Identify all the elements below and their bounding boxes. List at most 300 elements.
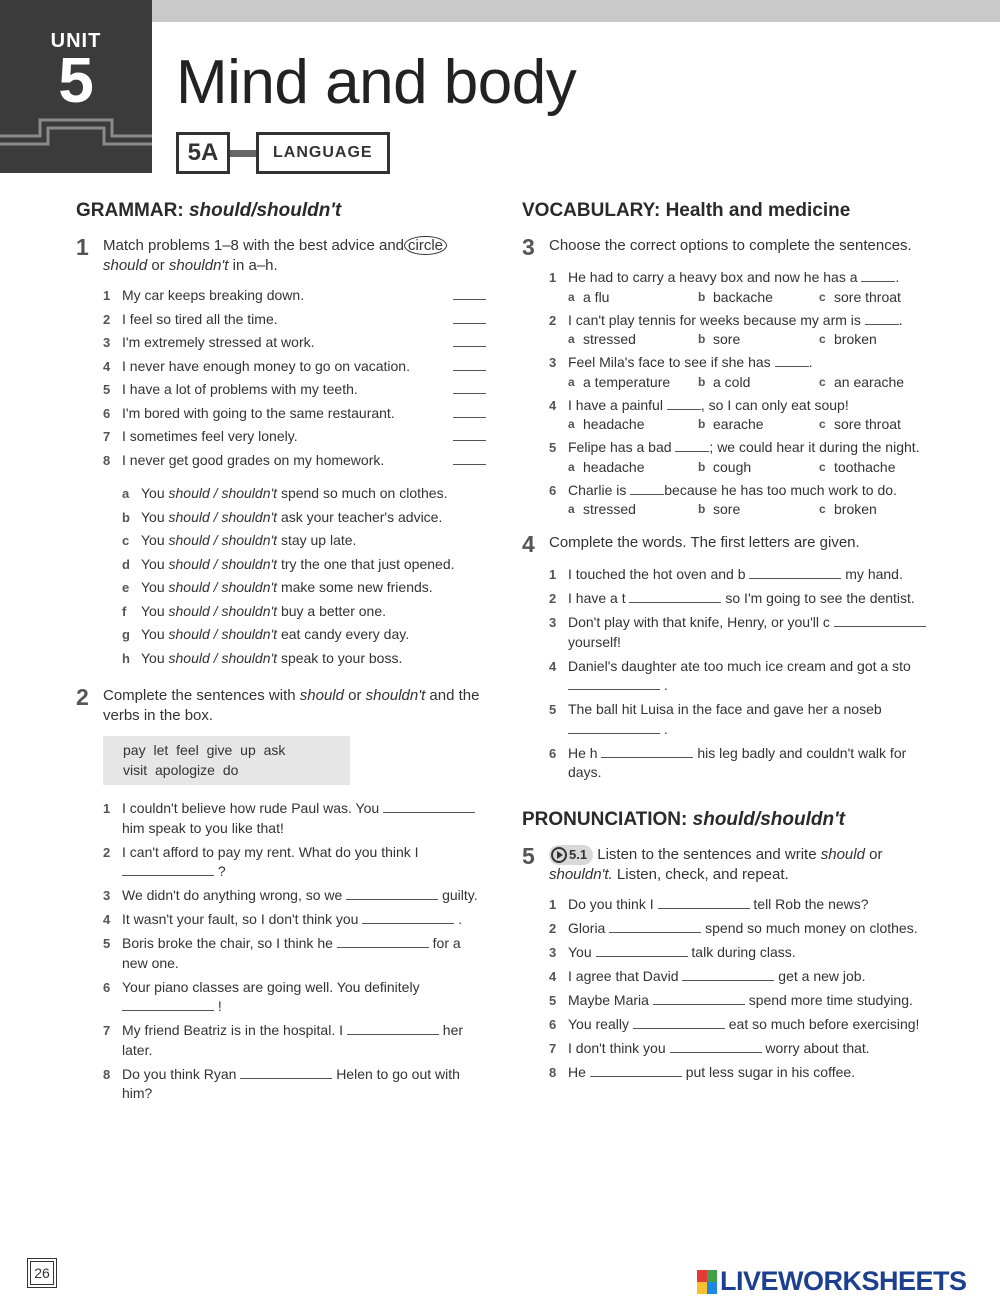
sentence-end: ; we could hear it during the night. xyxy=(709,439,920,455)
answer-blank[interactable] xyxy=(609,919,701,933)
option-letter: b xyxy=(698,417,706,431)
item-number: 1 xyxy=(549,270,557,285)
sentence-row xyxy=(549,895,927,915)
item-text xyxy=(122,843,486,882)
item-text: I never get good grades on my homework. xyxy=(122,451,385,468)
option-a[interactable] xyxy=(568,373,698,392)
answer-blank[interactable] xyxy=(630,481,664,495)
grammar-heading-topic: should/shouldn't xyxy=(188,200,342,221)
logo-badge-square xyxy=(707,1282,717,1294)
exercise-5-instruction xyxy=(522,842,927,885)
advice-text: stay up late. xyxy=(280,532,357,548)
item-text xyxy=(568,1039,927,1059)
advice-row xyxy=(122,649,486,669)
item-text xyxy=(122,978,486,1017)
circle-word: circle xyxy=(404,236,447,255)
option-text: an earache xyxy=(834,373,905,390)
sentence-end: tell Rob the news? xyxy=(753,895,869,912)
advice-text: eat candy every day. xyxy=(280,626,410,642)
options-row xyxy=(568,500,927,519)
option-b[interactable] xyxy=(698,330,819,349)
exercise-number: 4 xyxy=(522,531,535,557)
answer-blank[interactable] xyxy=(453,380,486,394)
answer-blank[interactable] xyxy=(865,311,899,325)
option-a[interactable] xyxy=(568,288,698,307)
logo-badge-icon xyxy=(697,1270,717,1294)
exercise-text: Match problems 1–8 with the best advice and circle should or shouldn't in a–h. xyxy=(103,236,486,276)
answer-blank[interactable] xyxy=(453,404,486,418)
sentence-row xyxy=(549,991,927,1011)
item-text xyxy=(568,744,927,783)
answer-blank[interactable] xyxy=(670,1039,762,1053)
option-b[interactable] xyxy=(698,373,819,392)
option-text: sore throat xyxy=(834,288,901,305)
item-number: 1 xyxy=(549,896,557,912)
lesson-code: 5A xyxy=(176,132,230,174)
option-letter: a xyxy=(568,374,575,389)
pronunciation-heading-label: PRONUNCIATION: xyxy=(522,808,688,830)
item-text xyxy=(141,508,486,528)
item-letter: e xyxy=(122,580,130,595)
option-b[interactable] xyxy=(698,458,819,477)
sentence-start: He had to carry a heavy box and now he has a xyxy=(568,269,858,285)
advice-row xyxy=(122,555,486,575)
answer-blank[interactable] xyxy=(675,438,709,452)
option-letter: c xyxy=(819,459,826,474)
option-letter: b xyxy=(698,374,706,389)
sentence-row xyxy=(549,1063,927,1083)
problem-row xyxy=(103,310,486,330)
options-row xyxy=(568,458,927,477)
answer-blank[interactable] xyxy=(122,862,214,876)
exercise-2-items xyxy=(103,799,486,1104)
option-text: stressed xyxy=(583,331,636,347)
option-text: backache xyxy=(713,288,773,305)
advice-prefix: You xyxy=(141,555,165,572)
advice-text: try the one that just opened. xyxy=(280,555,455,572)
pronunciation-heading xyxy=(522,809,927,831)
answer-blank[interactable] xyxy=(453,310,486,324)
option-b[interactable] xyxy=(698,288,819,307)
logo-badge-square xyxy=(697,1270,707,1282)
sentence-row xyxy=(549,1015,927,1035)
sentence-row xyxy=(549,744,927,783)
option-letter: a xyxy=(568,289,575,304)
item-number: 5 xyxy=(103,936,111,951)
item-letter: c xyxy=(122,533,130,548)
sentence-start: I can't play tennis for weeks because my arm is xyxy=(568,311,861,328)
answer-blank[interactable] xyxy=(240,1065,332,1079)
sentence-end: guilty. xyxy=(442,887,478,903)
vocabulary-heading-topic: Health and medicine xyxy=(665,200,851,221)
liveworksheets-logo[interactable] xyxy=(697,1266,967,1297)
options-row xyxy=(568,373,927,392)
answer-blank[interactable] xyxy=(633,1015,725,1029)
question-row xyxy=(549,438,927,458)
option-letter: c xyxy=(819,289,826,304)
word-box-line: pay let feel give up ask xyxy=(123,742,286,758)
exercise-3-instruction xyxy=(522,236,927,258)
item-text xyxy=(568,895,927,915)
item-letter: h xyxy=(122,650,130,666)
item-number: 6 xyxy=(103,979,111,995)
item-text: I'm extremely stressed at work. xyxy=(122,334,315,350)
advice-row xyxy=(122,602,486,622)
sentence-start: I have a painful xyxy=(568,396,663,413)
item-number: 4 xyxy=(549,968,557,984)
question xyxy=(549,396,927,435)
option-text: sore xyxy=(713,331,741,347)
sentence-start: Daniel's daughter ate too much ice cream and got a sto xyxy=(568,657,911,674)
problem-row xyxy=(103,380,486,400)
advice-prefix: You xyxy=(141,485,165,501)
sentence-end: her later. xyxy=(122,1022,464,1058)
exercise-number: 3 xyxy=(522,234,535,260)
answer-blank[interactable] xyxy=(362,910,454,924)
item-text xyxy=(122,1065,486,1104)
option-text: cough xyxy=(713,458,752,475)
item-text xyxy=(568,396,927,416)
option-text: stressed xyxy=(583,501,636,517)
answer-blank[interactable] xyxy=(629,589,721,603)
item-number: 6 xyxy=(549,745,557,761)
item-text: I sometimes feel very lonely. xyxy=(122,428,298,444)
answer-blank[interactable] xyxy=(453,451,486,465)
item-number: 5 xyxy=(549,702,557,717)
advice-choice[interactable]: should / shouldn't xyxy=(168,649,278,666)
sentence-row xyxy=(103,1065,486,1104)
sentence-end: . xyxy=(898,311,903,328)
sentence-end: , so I can only eat soup! xyxy=(700,396,849,413)
problem-row xyxy=(103,427,486,447)
advice-prefix: You xyxy=(141,602,165,619)
item-number: 7 xyxy=(549,1040,557,1056)
options-row xyxy=(568,330,927,349)
answer-blank[interactable] xyxy=(453,286,486,300)
question-row xyxy=(549,396,927,416)
advice-choice[interactable]: should / shouldn't xyxy=(168,579,278,595)
advice-choice[interactable]: should / shouldn't xyxy=(168,532,278,548)
item-number: 7 xyxy=(103,1023,111,1038)
option-b[interactable] xyxy=(698,415,819,434)
option-c[interactable] xyxy=(819,415,901,434)
options-row xyxy=(568,415,927,434)
sentence-row xyxy=(549,700,927,739)
answer-blank[interactable] xyxy=(453,427,486,441)
answer-blank[interactable] xyxy=(658,895,750,909)
option-c[interactable] xyxy=(819,330,877,349)
sentence-row xyxy=(103,843,486,882)
word-box-line: visit apologize do xyxy=(123,761,239,778)
sentence-start: You really xyxy=(568,1015,629,1032)
advice-text: speak to your boss. xyxy=(280,649,403,666)
lesson-name: LANGUAGE xyxy=(256,132,390,174)
unit-block xyxy=(0,0,152,173)
problem-row xyxy=(103,333,486,353)
logo-text: LIVEWORKSHEETS xyxy=(720,1266,967,1296)
sentence-start: You xyxy=(568,943,592,960)
item-text xyxy=(568,700,927,739)
item-text xyxy=(141,531,486,551)
option-c[interactable] xyxy=(819,288,901,307)
answer-blank[interactable] xyxy=(749,565,841,579)
option-c[interactable] xyxy=(819,500,877,519)
option-c[interactable] xyxy=(819,458,896,477)
item-number: 4 xyxy=(549,658,557,674)
question xyxy=(549,438,927,477)
sentence-row xyxy=(103,910,486,930)
item-text xyxy=(568,438,927,458)
advice-row xyxy=(122,484,486,504)
item-number: 4 xyxy=(549,397,557,413)
exercise-2-instruction xyxy=(76,686,486,726)
item-number: 3 xyxy=(103,335,111,350)
option-text: a flu xyxy=(583,288,610,305)
advice-prefix: You xyxy=(141,508,165,525)
exercise-4-instruction xyxy=(522,533,927,555)
advice-choice[interactable]: should / shouldn't xyxy=(168,485,278,501)
option-letter: a xyxy=(568,332,575,346)
option-text: toothache xyxy=(834,458,896,475)
sentence-start: It wasn't your fault, so I don't think you xyxy=(122,911,359,927)
answer-blank[interactable] xyxy=(346,886,438,900)
unit-label: UNIT xyxy=(50,30,102,52)
sentence-end: ! xyxy=(217,998,222,1014)
logo-badge-square xyxy=(707,1270,717,1282)
sentence-start: Boris broke the chair, so I think he xyxy=(122,935,333,951)
sentence-start: He h xyxy=(568,744,598,761)
option-letter: c xyxy=(819,502,826,516)
item-text xyxy=(122,934,486,973)
answer-blank[interactable] xyxy=(122,997,214,1011)
exercise-5-items xyxy=(549,895,927,1083)
option-text: headache xyxy=(583,416,645,432)
option-a[interactable] xyxy=(568,458,698,477)
problem-row xyxy=(103,404,486,424)
item-number: 2 xyxy=(549,920,557,936)
option-a[interactable] xyxy=(568,500,698,519)
answer-blank[interactable] xyxy=(347,1021,439,1035)
logo-badge-square xyxy=(697,1282,707,1294)
sentence-end: spend so much money on clothes. xyxy=(705,919,918,936)
question-row xyxy=(549,268,927,288)
item-text xyxy=(141,625,486,645)
sentence-row xyxy=(549,613,927,652)
sentence-start: I have a t xyxy=(568,590,626,606)
option-text: broken xyxy=(834,501,877,517)
answer-blank[interactable] xyxy=(383,799,475,813)
sentence-end: . xyxy=(895,269,900,285)
sentence-start: We didn't do anything wrong, so we xyxy=(122,887,343,903)
advice-choice[interactable]: should / shouldn't xyxy=(168,602,278,619)
sentence-start: Charlie is xyxy=(568,481,627,498)
item-number: 2 xyxy=(103,311,111,327)
sentence-row xyxy=(549,967,927,987)
problem-row xyxy=(103,451,486,471)
answer-blank[interactable] xyxy=(568,720,660,734)
advice-choice[interactable]: should / shouldn't xyxy=(168,508,278,525)
item-text xyxy=(141,555,486,575)
option-letter: b xyxy=(698,459,706,474)
sentence-start: Maybe Maria xyxy=(568,991,649,1008)
answer-blank[interactable] xyxy=(337,934,429,948)
item-text xyxy=(141,578,486,598)
option-c[interactable] xyxy=(819,373,904,392)
sentence-row xyxy=(103,934,486,973)
option-text: sore throat xyxy=(834,416,901,432)
advice-row xyxy=(122,531,486,551)
item-text: I have a lot of problems with my teeth. xyxy=(122,381,358,397)
sentence-end: . xyxy=(458,911,463,927)
item-text xyxy=(568,268,927,288)
sentence-row xyxy=(549,657,927,696)
answer-blank[interactable] xyxy=(861,268,895,282)
sentence-start: Gloria xyxy=(568,919,606,936)
answer-blank[interactable] xyxy=(653,991,745,1005)
answer-blank[interactable] xyxy=(453,357,486,371)
option-b[interactable] xyxy=(698,500,819,519)
sentence-end: my hand. xyxy=(845,566,903,582)
item-letter: a xyxy=(122,486,130,501)
item-text xyxy=(141,484,486,504)
item-text xyxy=(568,943,927,963)
item-text xyxy=(568,589,927,609)
pronunciation-heading-topic: should/shouldn't xyxy=(692,808,845,830)
answer-blank[interactable] xyxy=(601,744,693,758)
sentence-row xyxy=(549,919,927,939)
option-letter: a xyxy=(568,417,575,431)
option-text: a cold xyxy=(713,373,751,390)
item-text xyxy=(122,910,486,930)
item-text xyxy=(568,967,927,987)
vocabulary-heading-label: VOCABULARY: xyxy=(522,200,661,221)
option-letter: a xyxy=(568,502,575,516)
answer-blank[interactable] xyxy=(667,396,701,410)
exercise-1-instruction xyxy=(76,236,486,276)
advice-row xyxy=(122,578,486,598)
exercise-text: Choose the correct options to complete the sentences. xyxy=(549,237,912,254)
item-number: 5 xyxy=(549,440,557,455)
answer-blank[interactable] xyxy=(568,676,660,690)
sentence-end: eat so much before exercising! xyxy=(728,1015,920,1032)
item-text xyxy=(568,919,927,939)
page-number: 26 xyxy=(30,1261,54,1285)
option-a[interactable] xyxy=(568,415,698,434)
sentence-end: for a new one. xyxy=(122,935,461,971)
item-number: 5 xyxy=(103,382,111,397)
option-letter: b xyxy=(698,289,706,304)
item-text xyxy=(141,602,486,622)
item-number: 3 xyxy=(549,944,557,960)
grammar-heading xyxy=(76,200,486,222)
item-number: 6 xyxy=(549,1016,557,1032)
item-number: 5 xyxy=(549,992,557,1008)
audio-button[interactable] xyxy=(549,845,593,865)
option-text: a temperature xyxy=(583,373,671,390)
item-number: 3 xyxy=(549,355,557,370)
question xyxy=(549,353,927,392)
option-letter: a xyxy=(568,459,575,474)
sentence-start: Do you think Ryan xyxy=(122,1065,237,1082)
item-number: 4 xyxy=(103,912,111,927)
question xyxy=(549,481,927,520)
exercise-text: Complete the sentences with should or shouldn't and the verbs in the box. xyxy=(103,687,480,724)
question xyxy=(549,268,927,307)
option-text: sore xyxy=(713,501,741,517)
exercise-number: 5 xyxy=(522,842,535,869)
answer-blank[interactable] xyxy=(834,613,926,627)
exercise-text: Complete the words. The first letters are given. xyxy=(549,534,860,551)
exercise-4-items xyxy=(549,565,927,783)
right-column xyxy=(522,200,927,1087)
answer-blank[interactable] xyxy=(590,1063,682,1077)
unit-number: 5 xyxy=(58,44,94,116)
problem-row xyxy=(103,357,486,377)
sentence-start: He xyxy=(568,1063,586,1080)
sentence-end: . xyxy=(663,677,668,693)
question-row xyxy=(549,481,927,501)
advice-text: make some new friends. xyxy=(280,579,433,595)
answer-blank[interactable] xyxy=(682,967,774,981)
sentence-row xyxy=(103,978,486,1017)
sentence-end: put less sugar in his coffee. xyxy=(685,1063,856,1080)
item-number: 8 xyxy=(103,452,111,468)
sentence-end: so I'm going to see the dentist. xyxy=(725,590,915,606)
sentence-end: spend more time studying. xyxy=(748,991,913,1008)
item-number: 6 xyxy=(103,405,111,421)
advice-text: buy a better one. xyxy=(280,602,387,619)
sentence-end: . xyxy=(663,720,668,737)
answer-blank[interactable] xyxy=(775,353,809,367)
advice-choice[interactable]: should / shouldn't xyxy=(168,555,278,572)
item-text: I never have enough money to go on vacation. xyxy=(122,357,410,374)
option-a[interactable] xyxy=(568,330,698,349)
grammar-heading-label: GRAMMAR: xyxy=(76,200,184,221)
advice-choice[interactable]: should / shouldn't xyxy=(168,626,278,642)
vocabulary-heading xyxy=(522,200,927,222)
item-text xyxy=(568,991,927,1011)
sentence-end: worry about that. xyxy=(765,1039,870,1056)
sentence-start: I touched the hot oven and b xyxy=(568,566,746,582)
item-number: 4 xyxy=(103,358,111,374)
item-number: 1 xyxy=(103,288,111,303)
sentence-start: Felipe has a bad xyxy=(568,439,672,455)
advice-prefix: You xyxy=(141,626,165,642)
options-row xyxy=(568,288,927,307)
answer-blank[interactable] xyxy=(596,943,688,957)
item-text xyxy=(568,481,927,501)
item-letter: b xyxy=(122,509,130,525)
sentence-end: get a new job. xyxy=(778,967,866,984)
sentence-start: Don't play with that knife, Henry, or you'll c xyxy=(568,614,830,630)
item-text xyxy=(122,799,486,838)
item-text xyxy=(122,1021,486,1060)
sentence-start: Your piano classes are going well. You definitely xyxy=(122,978,420,995)
sentence-end: Helen to go out with him? xyxy=(122,1065,460,1101)
item-number: 1 xyxy=(549,567,557,582)
option-text: earache xyxy=(713,416,764,432)
problem-row xyxy=(103,286,486,306)
sentence-start: Feel Mila's face to see if she has xyxy=(568,354,771,370)
option-text: headache xyxy=(583,458,645,475)
option-letter: b xyxy=(698,332,706,346)
answer-blank[interactable] xyxy=(453,333,486,347)
sentence-start: The ball hit Luisa in the face and gave her a noseb xyxy=(568,701,882,717)
item-number: 8 xyxy=(549,1064,557,1080)
option-letter: b xyxy=(698,502,706,516)
item-text xyxy=(568,657,927,696)
page-number-box xyxy=(27,1258,57,1288)
